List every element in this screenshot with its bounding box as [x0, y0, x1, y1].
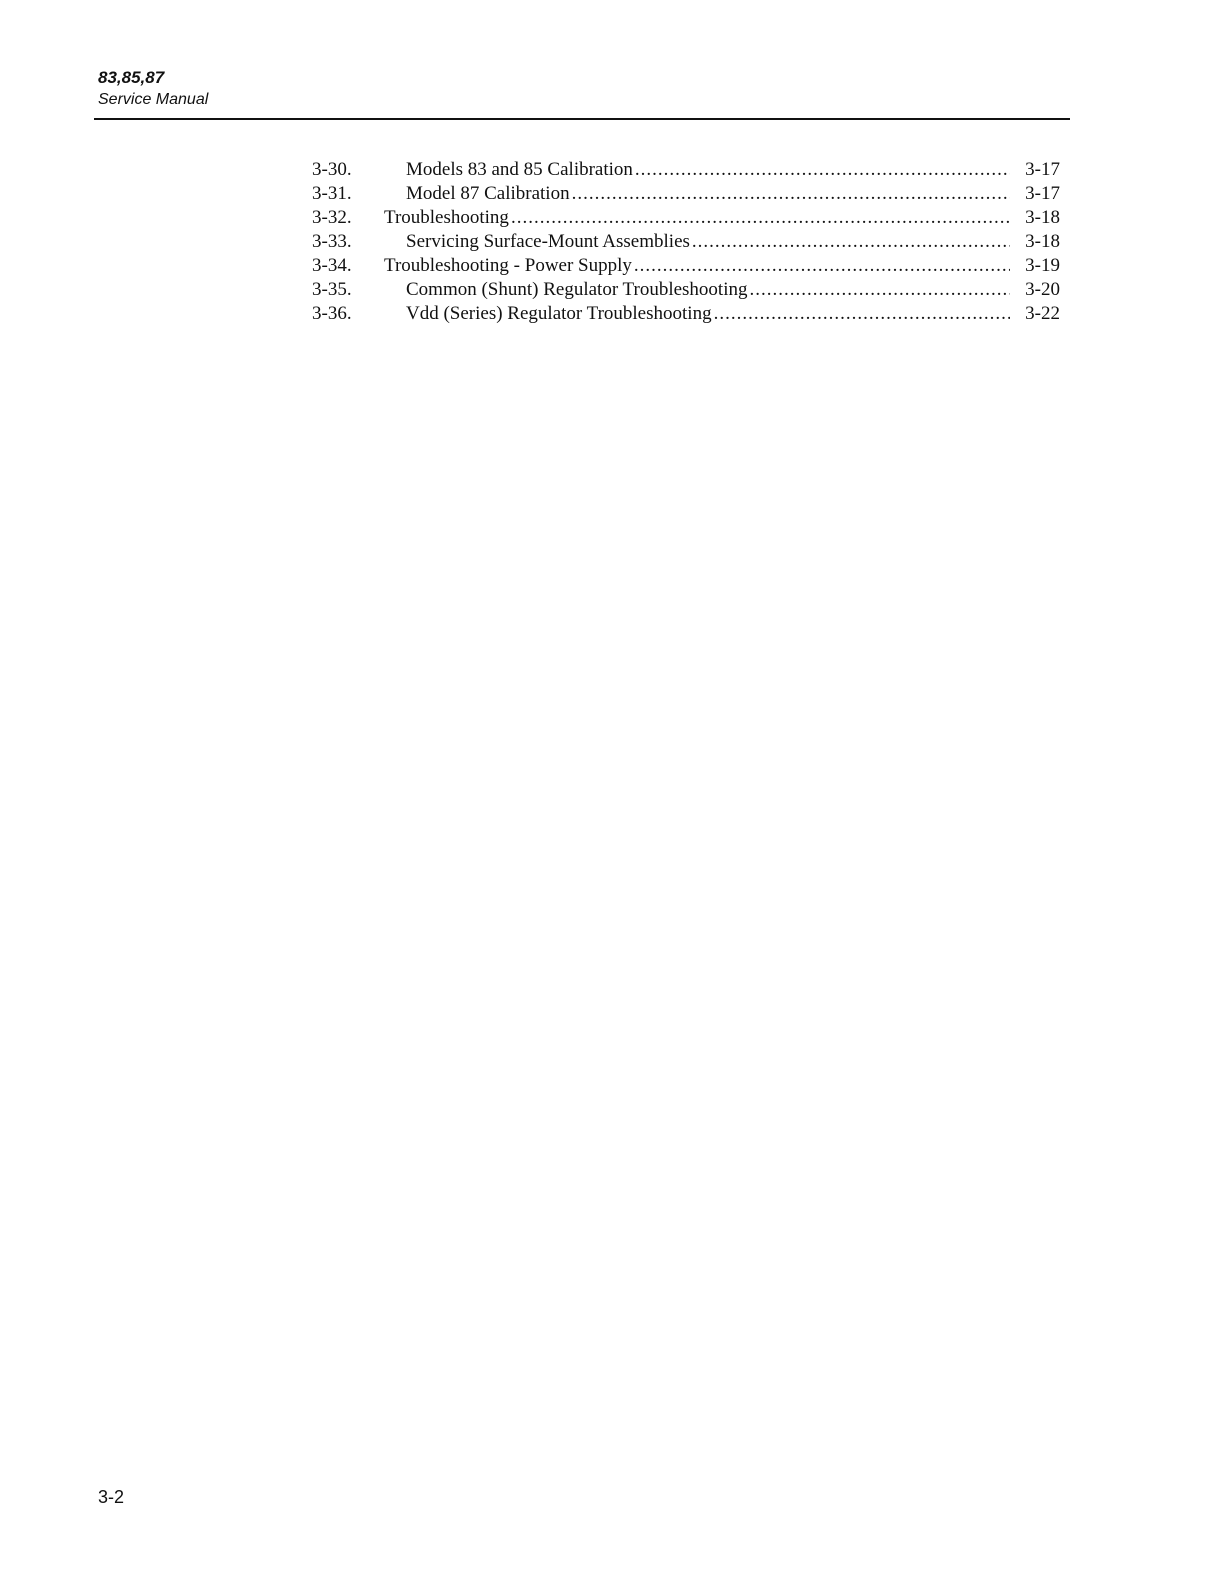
toc-dot-leader — [692, 230, 1010, 254]
toc-entry-page: 3-17 — [1025, 183, 1060, 204]
toc-entry-title: Models 83 and 85 Calibration — [406, 159, 633, 180]
toc-entry-title: Servicing Surface-Mount Assemblies — [406, 231, 690, 252]
toc-entry[interactable] — [312, 158, 1060, 182]
toc-entry-page: 3-17 — [1025, 159, 1060, 180]
toc-entry-page: 3-22 — [1025, 303, 1060, 324]
toc-entry-title: Model 87 Calibration — [406, 183, 570, 204]
header-subtitle: Service Manual — [98, 91, 209, 108]
toc-dot-leader — [572, 182, 1010, 206]
toc-entry[interactable] — [312, 182, 1060, 206]
toc-entry-number: 3-32. — [312, 207, 352, 228]
toc-entry-page: 3-18 — [1025, 207, 1060, 228]
toc-entry-number: 3-35. — [312, 279, 352, 300]
toc-entry[interactable] — [312, 254, 1060, 278]
toc-dot-leader — [750, 278, 1011, 302]
toc-entry-number: 3-31. — [312, 183, 352, 204]
toc-entry-page: 3-20 — [1025, 279, 1060, 300]
toc-entry-number: 3-33. — [312, 231, 352, 252]
toc-entry-title: Troubleshooting - Power Supply — [384, 255, 632, 276]
toc-entry-title: Troubleshooting — [384, 207, 509, 228]
toc-dot-leader — [714, 302, 1010, 326]
header-model-numbers: 83,85,87 — [98, 68, 165, 87]
toc-entry-page: 3-19 — [1025, 255, 1060, 276]
toc-entry[interactable] — [312, 302, 1060, 326]
toc-dot-leader — [635, 158, 1010, 182]
toc-entry-number: 3-34. — [312, 255, 352, 276]
toc-entry-number: 3-30. — [312, 159, 352, 180]
toc-entry-number: 3-36. — [312, 303, 352, 324]
toc-entry-page: 3-18 — [1025, 231, 1060, 252]
running-header — [98, 68, 1070, 110]
toc-dot-leader — [634, 254, 1010, 278]
toc-entry-title: Vdd (Series) Regulator Troubleshooting — [406, 303, 712, 324]
toc-entry[interactable] — [312, 230, 1060, 254]
header-divider — [94, 118, 1070, 120]
page-number: 3-2 — [98, 1487, 125, 1507]
toc-dot-leader — [511, 206, 1010, 230]
table-of-contents — [312, 158, 1060, 326]
toc-entry[interactable] — [312, 206, 1060, 230]
toc-entry-title: Common (Shunt) Regulator Troubleshooting — [406, 279, 748, 300]
toc-entry[interactable] — [312, 278, 1060, 302]
